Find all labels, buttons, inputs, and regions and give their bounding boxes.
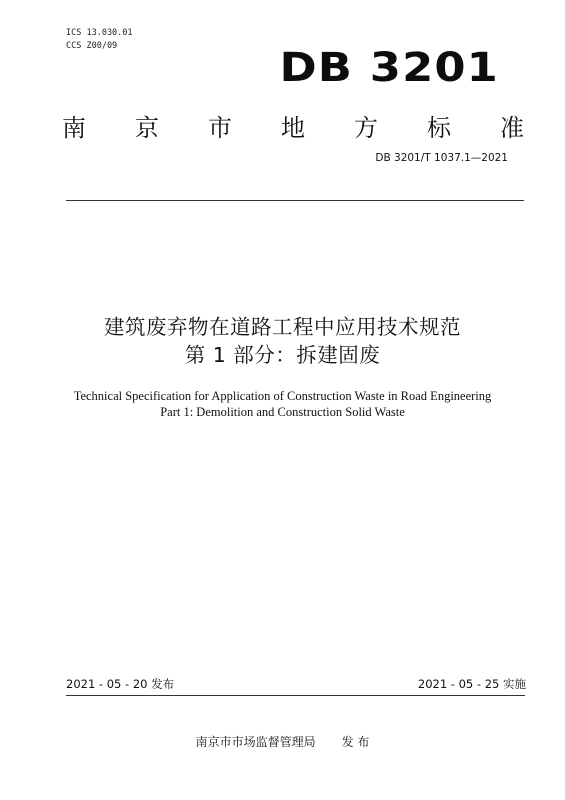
document-number: DB 3201/T 1037.1—2021 [375,152,508,164]
english-title-line-2: Part 1: Demolition and Construction Solid Waste [160,405,405,419]
standard-type-char: 地 [281,114,305,142]
standard-type-char: 准 [500,114,524,142]
standard-type-char: 方 [354,114,378,142]
standard-type-char: 市 [208,114,232,142]
ics-code: ICS 13.030.01 [66,28,133,38]
standard-type-char: 标 [427,114,451,142]
standard-type-char: 京 [135,114,159,142]
ccs-code: CCS Z00/09 [66,41,118,51]
db-standard-logo: DB 3201 [279,45,499,91]
issuer-name: 南京市市场监督管理局 [195,735,316,749]
standard-type-char: 南 [62,114,86,142]
implementation-date: 2021 - 05 - 25 实施 [417,677,526,691]
footer-divider [66,695,525,696]
issuing-authority [0,733,565,750]
header-divider [66,200,524,201]
chinese-title-line-2: 第 1 部分：拆建固废 [184,343,381,367]
english-title-line-1: Technical Specification for Application of Construction Waste in Road Engineering [73,389,492,403]
issue-action: 发 布 [341,735,370,749]
standard-type-title [62,108,524,143]
chinese-title-line-1: 建筑废弃物在道路工程中应用技术规范 [104,315,461,339]
issue-date: 2021 - 05 - 20 发布 [66,677,175,691]
